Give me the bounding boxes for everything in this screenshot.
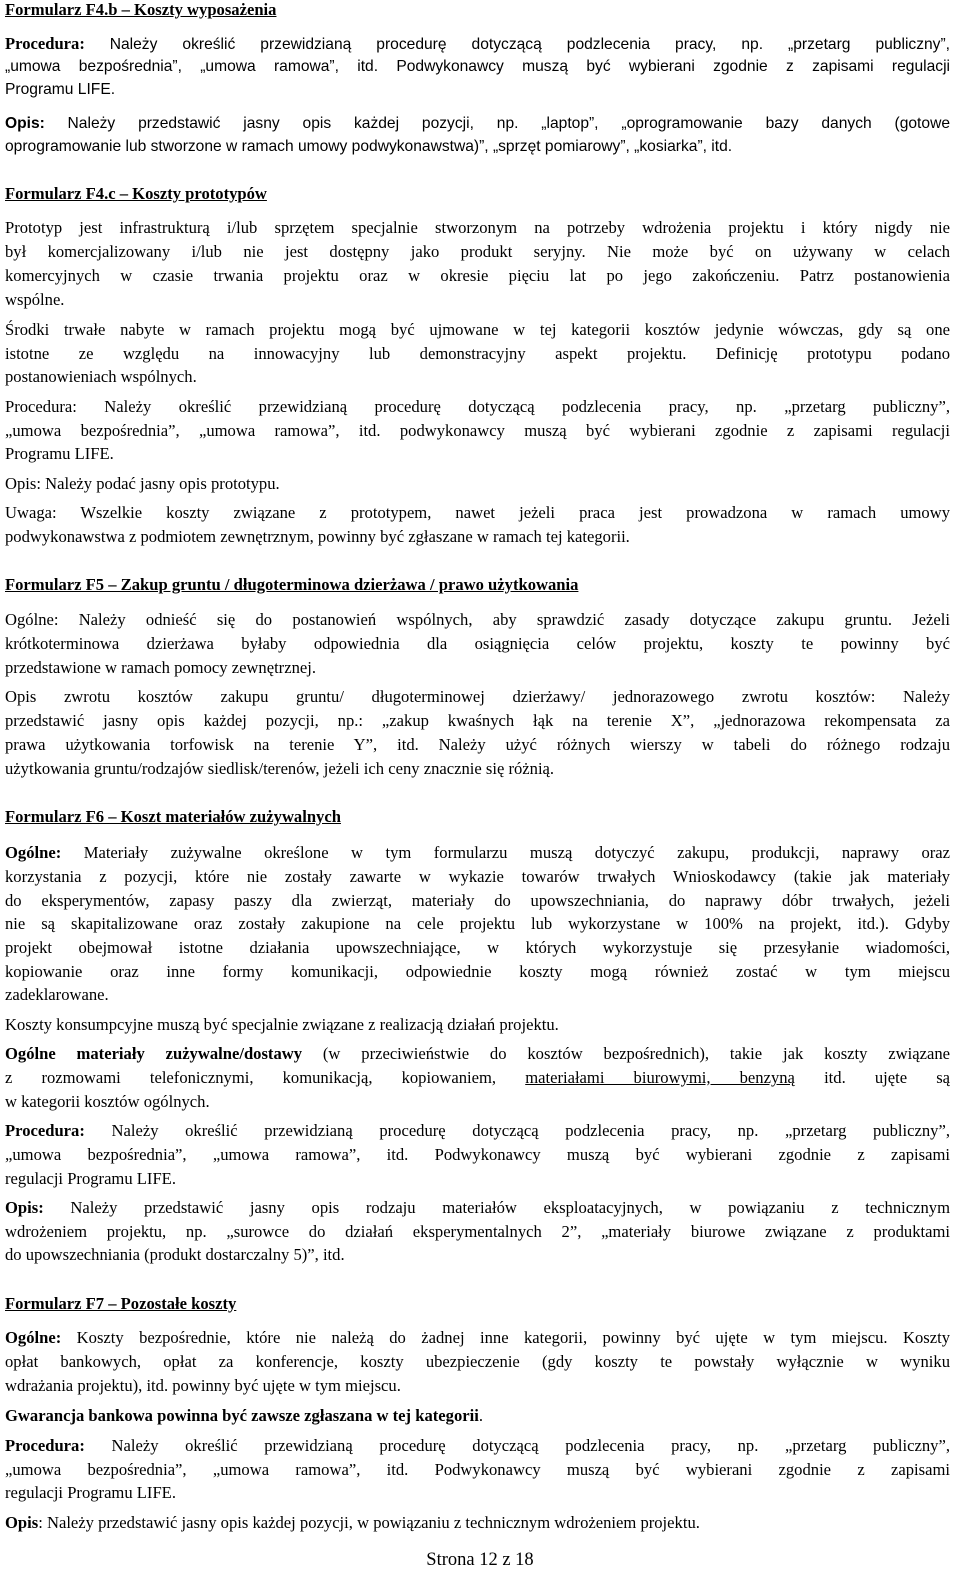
general-label: Ogólne: <box>5 843 62 862</box>
f4c-procedure-line-2: „umowa bezpośrednia”, „umowa ramowa”, itd. podwykonawcy muszą być wybierani zgodnie z zapisami regulacji <box>5 421 950 440</box>
underlined-office-materials: materiałami biurowymi, benzyną <box>525 1068 795 1087</box>
f4c-procedure-line-1: Procedura: Należy określić przewidzianą procedurę dotyczącą podzlecenia pracy, np. „przetarg publiczny”, <box>5 397 950 416</box>
f6-paragraph-2-line-1: Koszty konsumpcyjne muszą być specjalnie związane z realizacją działań projektu. <box>5 1015 559 1034</box>
section-heading-f5: Formularz F5 – Zakup gruntu / długoterminowa dzierżawa / prawo użytkowania <box>5 575 579 594</box>
f4c-paragraph-2-line-3: postanowieniach wspólnych. <box>5 367 197 386</box>
f4b-procedure-line-1: Procedura: Należy określić przewidzianą procedurę dotyczącą podzlecenia pracy, np. „przetarg publiczny”, <box>5 34 950 53</box>
f7-bank-guarantee-line: Gwarancja bankowa powinna być zawsze zgłaszana w tej kategorii. <box>5 1406 483 1425</box>
f5-paragraph-2-line-2: przedstawić jasny opis każdej pozycji, np.: „zakup kwaśnych łąk na terenie X”, „jednorazowa rekompensata za <box>5 711 950 730</box>
general-label: Ogólne: <box>5 1328 62 1347</box>
f4b-procedure-line-2: „umowa bezpośrednia”, „umowa ramowa”, itd. Podwykonawcy muszą być wybierani zgodnie z zapisami regulacji <box>5 58 950 75</box>
procedure-label: Procedura: <box>5 1436 85 1455</box>
f4c-procedure-line-3: Programu LIFE. <box>5 444 114 463</box>
f6-paragraph-1-line-1: Ogólne: Materiały zużywalne określone w tym formularzu muszą dotyczyć zakupu, produkcji, naprawy oraz <box>5 843 950 862</box>
procedure-label: Procedura: <box>5 1121 85 1140</box>
f6-procedure-line-1: Procedura: Należy określić przewidzianą procedurę dotyczącą podzlecenia pracy, np. „przetarg publiczny”, <box>5 1121 950 1140</box>
f6-paragraph-3-line-1: Ogólne materiały zużywalne/dostawy (w przeciwieństwie do kosztów bezpośrednich), takie jak koszty związane <box>5 1044 950 1063</box>
f7-procedure-line-3: regulacji Programu LIFE. <box>5 1483 176 1502</box>
f7-paragraph-1-line-1: Ogólne: Koszty bezpośrednie, które nie należą do żadnej inne kategorii, powinny być ujęte w tym miejscu. Koszty <box>5 1328 950 1347</box>
f5-paragraph-1-line-2: krótkoterminowa dzierżawa byłaby odpowiednia dla osiągnięcia celów projektu, koszty te powinny być <box>5 634 950 653</box>
f6-description-line-3: do upowszechniania (produkt dostarczalny 5)”, itd. <box>5 1245 345 1264</box>
f6-paragraph-1-line-7: zadeklarowane. <box>5 985 109 1004</box>
f4c-note-line-1: Uwaga: Wszelkie koszty związane z prototypem, nawet jeżeli praca jest prowadzona w ramach umowy <box>5 503 950 522</box>
f6-paragraph-1-line-6: kopiowanie oraz inne formy komunikacji, odpowiednie koszty mogą również zostać w tym miejscu <box>5 962 950 981</box>
section-heading-f6: Formularz F6 – Koszt materiałów zużywalnych <box>5 807 341 826</box>
f4c-note-line-2: podwykonawstwa z podmiotem zewnętrznym, powinny być zgłaszane w ramach tej kategorii. <box>5 527 630 546</box>
section-heading-f7: Formularz F7 – Pozostałe koszty <box>5 1294 237 1313</box>
description-label: Opis: <box>5 1198 44 1217</box>
f5-paragraph-1-line-3: przedstawione w ramach pomocy zewnętrznej. <box>5 658 316 677</box>
f7-paragraph-1-line-3: wdrażania projektu), itd. powinny być ujęte w tym miejscu. <box>5 1376 401 1395</box>
f6-procedure-line-2: „umowa bezpośrednia”, „umowa ramowa”, itd. Podwykonawcy muszą być wybierani zgodnie z zapisami <box>5 1145 950 1164</box>
f6-paragraph-1-line-5: projekt obejmował istotne działania upowszechniające, w których wykorzystuje się przesyłanie wiadomości, <box>5 938 950 957</box>
f4c-paragraph-1-line-2: był komercjalizowany i/lub nie jest dostępny jako produkt seryjny. Nie może być on używany w celach <box>5 242 950 261</box>
f4c-paragraph-2-line-2: istotne ze względu na innowacyjny lub demonstracyjny aspekt projektu. Definicję prototypu podano <box>5 344 950 363</box>
description-label: Opis <box>5 1513 39 1532</box>
f4c-paragraph-2-line-1: Środki trwałe nabyte w ramach projektu mogą być ujmowane w tej kategorii kosztów jedynie wówczas, gdy są one <box>5 320 950 339</box>
general-materials-label: Ogólne materiały zużywalne/dostawy <box>5 1044 303 1063</box>
f4b-description-line-2: oprogramowanie lub stworzone w ramach umowy podwykonawstwa)”, „sprzęt pomiarowy”, „kosiarka”, itd. <box>5 138 733 155</box>
f4c-paragraph-1-line-1: Prototyp jest infrastrukturą i/lub sprzętem specjalnie stworzonym na potrzeby wdrożenia projektu i który nigdy nie <box>5 218 950 237</box>
f6-procedure-line-3: regulacji Programu LIFE. <box>5 1169 176 1188</box>
f6-paragraph-1-line-4: nie są skapitalizowane oraz zostały zakupione na cele projektu lub wykorzystane w 100% na projekt, itd.). Gdyby <box>5 914 950 933</box>
page-number: Strona 12 z 18 <box>426 1550 534 1570</box>
f7-paragraph-1-line-2: opłat bankowych, opłat za konferencje, koszty ubezpieczenie (gdy koszty te powstały wyłącznie w wyniku <box>5 1352 950 1371</box>
f6-description-line-2: wdrożeniem projektu, np. „surowce do działań eksperymentalnych 2”, „materiały biurowe związane z produktami <box>5 1222 950 1241</box>
f5-paragraph-1-line-1: Ogólne: Należy odnieść się do postanowień wspólnych, aby sprawdzić zasady dotyczące zakupu gruntu. Jeżeli <box>5 610 950 629</box>
description-label: Opis: <box>5 115 45 132</box>
f5-paragraph-2-line-1: Opis zwrotu kosztów zakupu gruntu/ długoterminowej dzierżawy/ jednorazowego zwrotu kosztów: Należy <box>5 687 950 706</box>
f6-paragraph-3-line-3: w kategorii kosztów ogólnych. <box>5 1092 210 1111</box>
f4c-description-line: Opis: Należy podać jasny opis prototypu. <box>5 474 280 493</box>
f7-description-line: Opis: Należy przedstawić jasny opis każdej pozycji, w powiązaniu z technicznym wdrożeniem projektu. <box>5 1513 700 1532</box>
f7-procedure-line-2: „umowa bezpośrednia”, „umowa ramowa”, itd. Podwykonawcy muszą być wybierani zgodnie z zapisami <box>5 1460 950 1479</box>
section-heading-f4c: Formularz F4.c – Koszty prototypów <box>5 184 267 203</box>
f5-paragraph-2-line-3: prawa użytkowania torfowisk na terenie Y”, itd. Należy użyć różnych wierszy w tabeli do różnego rodzaju <box>5 735 950 754</box>
f5-paragraph-2-line-4: użytkowania gruntu/rodzajów siedlisk/terenów, jeżeli ich ceny znacznie się różnią. <box>5 759 555 778</box>
f6-paragraph-3-line-2: z rozmowami telefonicznymi, komunikacją, kopiowaniem, materiałami biurowymi, benzyną itd. ujęte są <box>5 1068 950 1087</box>
f7-procedure-line-1: Procedura: Należy określić przewidzianą procedurę dotyczącą podzlecenia pracy, np. „przetarg publiczny”, <box>5 1436 950 1455</box>
f6-paragraph-1-line-2: korzystania z pozycji, które nie zostały zawarte w wykazie towarów trwałych Wnioskodawcy (takie jak materiały <box>5 867 950 886</box>
f6-description-line-1: Opis: Należy przedstawić jasny opis rodzaju materiałów eksploatacyjnych, w powiązaniu z technicznym <box>5 1198 950 1217</box>
section-heading-f4b: Formularz F4.b – Koszty wyposażenia <box>5 0 277 19</box>
f6-paragraph-1-line-3: do eksperymentów, zapasy paszy dla zwierząt, materiały do upowszechniania, do naprawy dóbr trwałych, jeżeli <box>5 891 950 910</box>
f4b-description-line-1: Opis: Należy przedstawić jasny opis każdej pozycji, np. „laptop”, „oprogramowanie bazy danych (gotowe <box>5 115 950 132</box>
procedure-label: Procedura: <box>5 34 85 53</box>
f4c-paragraph-1-line-3: komercyjnych w czasie trwania projektu oraz w okresie pięciu lat po jego zakończeniu. Patrz postanowienia <box>5 266 950 285</box>
f4b-procedure-line-3: Programu LIFE. <box>5 81 116 98</box>
f4c-paragraph-1-line-4: wspólne. <box>5 290 65 309</box>
